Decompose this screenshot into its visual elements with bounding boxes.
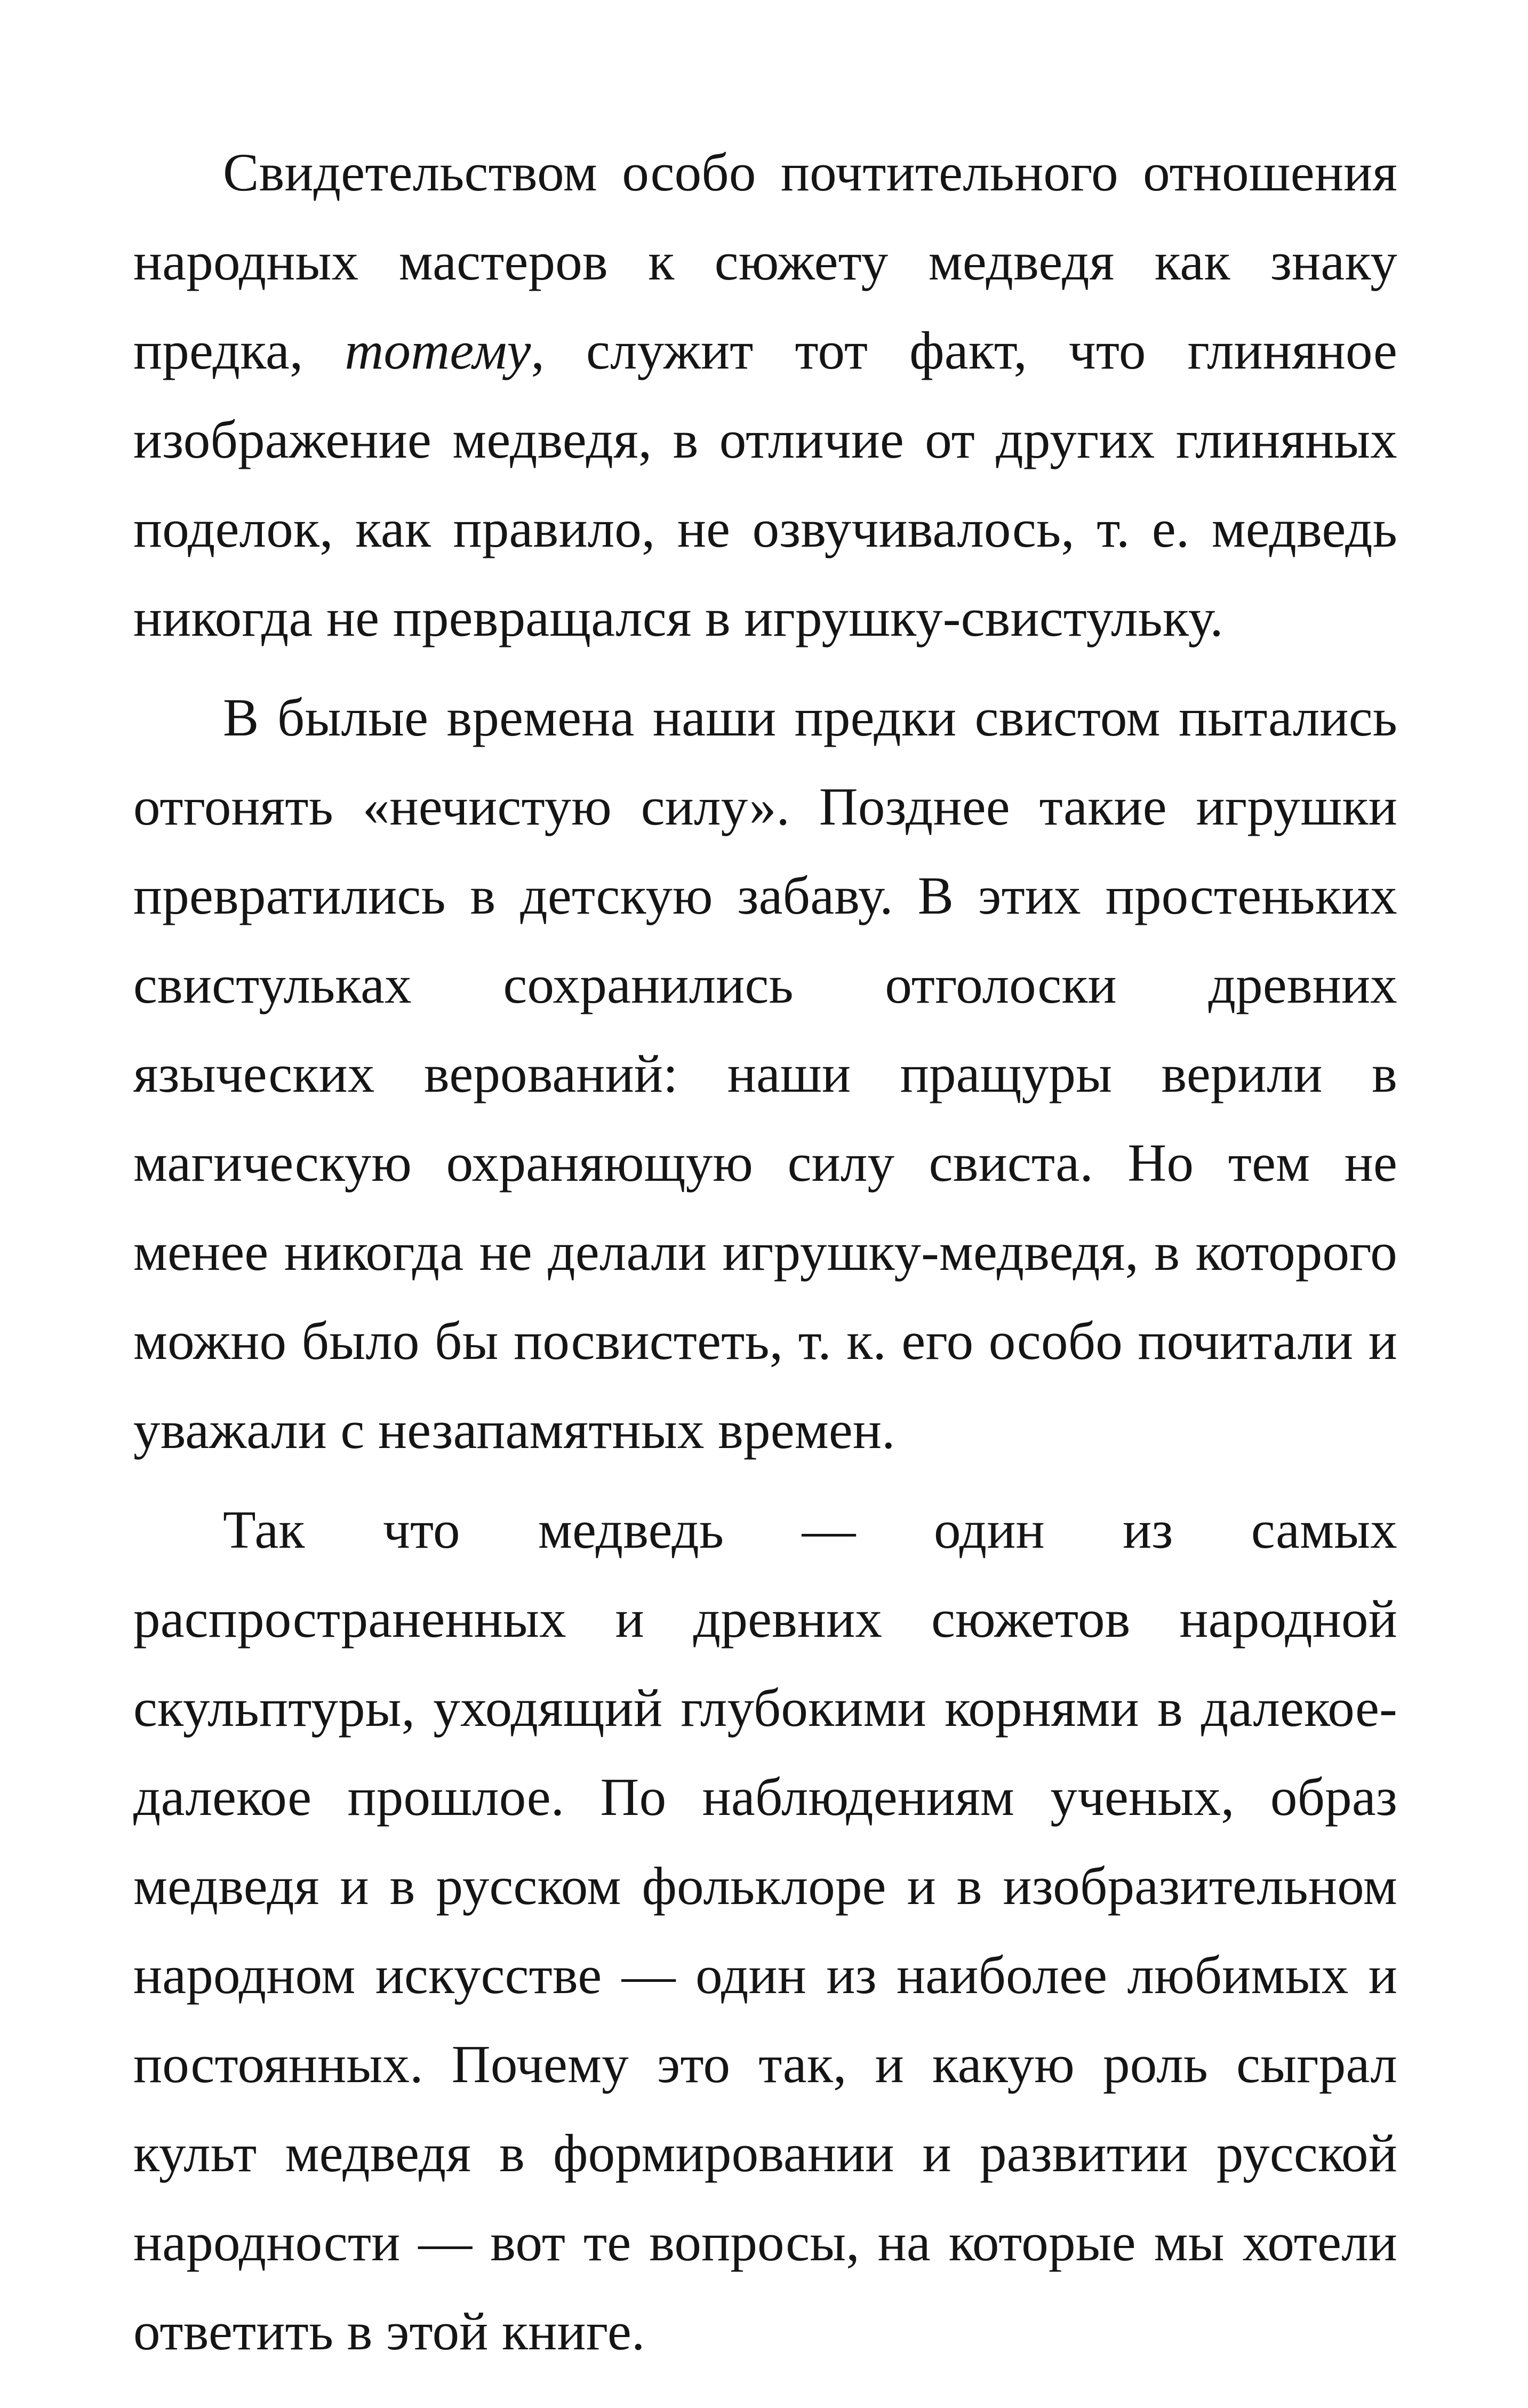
paragraph-1 xyxy=(133,128,1397,662)
paragraph-3: Так что медведь — один из самых распространенных и древних сюжетов народной скульптуры, уходящий глубокими корнями в далекое-далекое прошлое. По наблюдениям ученых, образ медведя и в русском фольклоре и в изобразительном народном искусстве — один из наиболее любимых и постоянных. Почему это так, и какую роль сыграл культ медведя в формировании и развитии русской народности — вот те вопросы, на которые мы хотели ответить в этой книге. xyxy=(133,1500,1397,2361)
book-page xyxy=(133,128,1397,2376)
paragraph-1-emphasis-totem: тотему xyxy=(345,321,531,380)
paragraph-1-text-end: , служит тот факт, что глиняное изображение медведя, в отличие от других глиняных поделок, как правило, не озвучивалось, т. е. медведь никогда не превращался в игрушку-свистульку. xyxy=(133,321,1397,647)
paragraph-2: В былые времена наши предки свистом пытались отгонять «нечистую силу». Позднее такие игрушки превратились в детскую забаву. В этих простеньких свистульках сохранились отголоски древних языческих верований: наши пращуры верили в магическую охраняющую силу свиста. Но тем не менее никогда не делали игрушку-медведя, в которого можно было бы посвистеть, т. к. его особо почитали и уважали с незапамятных времен. xyxy=(133,687,1397,1460)
paragraph-1-text-start: Свидетельством особо почтительного отношения народных мастеров к сюжету медведя как знаку предка, xyxy=(133,142,1397,380)
